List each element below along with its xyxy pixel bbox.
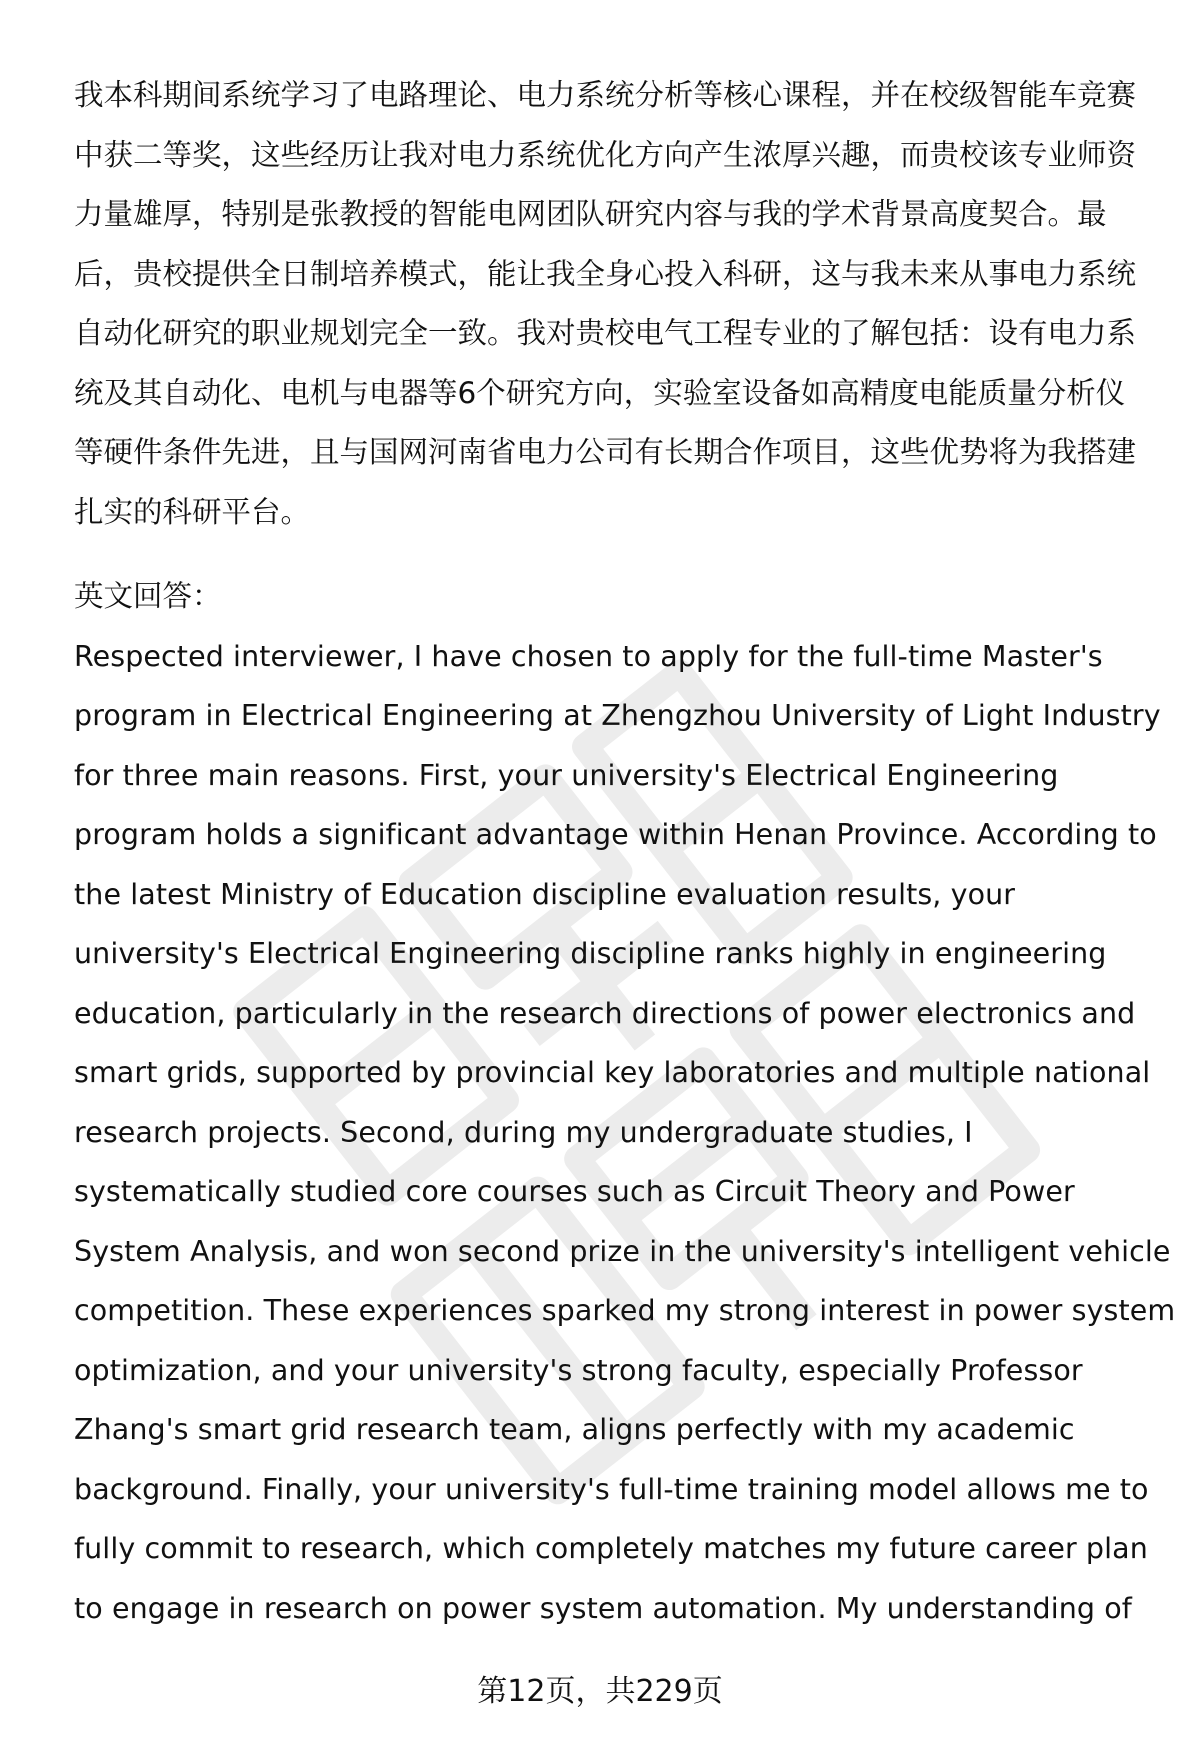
text-line: for three main reasons. First, your university's Electrical Engineering (74, 758, 1059, 792)
text-line: optimization, and your university's strong faculty, especially Professor (74, 1353, 1083, 1387)
text-line: Respected interviewer, I have chosen to apply for the full-time Master's (74, 639, 1103, 673)
text-line: 力量雄厚，特别是张教授的智能电网团队研究内容与我的学术背景高度契合。最 (74, 197, 1107, 231)
text-line: 后，贵校提供全日制培养模式，能让我全身心投入科研，这与我未来从事电力系统 (74, 256, 1137, 291)
text-line: program holds a significant advantage within Henan Province. According to (74, 818, 1157, 851)
english-answer-heading: 英文回答： (74, 579, 222, 613)
text-line: 自动化研究的职业规划完全一致。我对贵校电气工程专业的了解包括：设有电力系 (74, 316, 1137, 350)
text-line: to engage in research on power system automation. My understanding of (74, 1591, 1132, 1625)
english-paragraph (74, 627, 1176, 1639)
text-line: competition. These experiences sparked my strong interest in power system (74, 1294, 1176, 1327)
text-line: 等硬件条件先进，且与国网河南省电力公司有长期合作项目，这些优势将为我搭建 (74, 435, 1137, 469)
text-line: research projects. Second, during my undergraduate studies, I (74, 1115, 973, 1149)
text-line: 我本科期间系统学习了电路理论、电力系统分析等核心课程，并在校级智能车竞赛 (74, 78, 1137, 112)
text-line: systematically studied core courses such as Circuit Theory and Power (74, 1175, 1075, 1208)
text-line: System Analysis, and won second prize in the university's intelligent vehicle (74, 1234, 1171, 1268)
text-line: 扎实的科研平台。 (74, 494, 311, 529)
page-number-footer: 第12页，共229页 (477, 1674, 723, 1709)
text-line: education, particularly in the research directions of power electronics and (74, 996, 1136, 1030)
text-line: fully commit to research, which completely matches my future career plan (74, 1532, 1148, 1565)
document-body (74, 66, 1176, 1638)
text-line: 统及其自动化、电机与电器等6个研究方向，实验室设备如高精度电能质量分析仪 (74, 375, 1126, 410)
text-line: smart grids, supported by provincial key laboratories and multiple national (74, 1056, 1151, 1089)
text-line: Zhang's smart grid research team, aligns perfectly with my academic (74, 1413, 1075, 1446)
text-line: background. Finally, your university's full-time training model allows me to (74, 1472, 1149, 1506)
text-line: university's Electrical Engineering discipline ranks highly in engineering (74, 937, 1107, 970)
text-line: the latest Ministry of Education discipline evaluation results, your (74, 877, 1016, 911)
chinese-paragraph (74, 66, 1154, 542)
text-line: 中获二等奖，这些经历让我对电力系统优化方向产生浓厚兴趣，而贵校该专业师资 (74, 137, 1137, 172)
text-line: program in Electrical Engineering at Zhengzhou University of Light Industry (74, 699, 1161, 732)
paragraph-gap (74, 542, 1154, 567)
